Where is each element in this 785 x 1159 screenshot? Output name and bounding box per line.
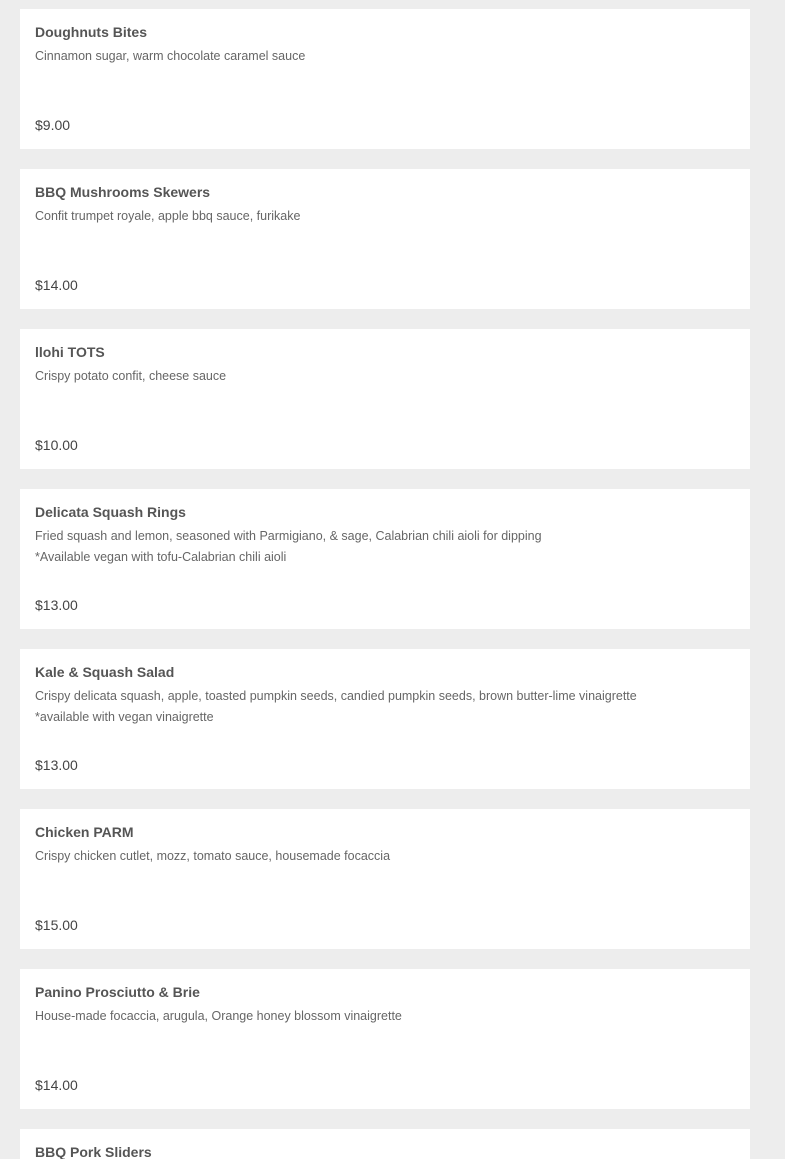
menu-item-price: $14.00 [35,1077,78,1093]
menu-item-description: Cinnamon sugar, warm chocolate caramel sauce [35,49,306,63]
menu-item-card[interactable] [20,649,750,789]
menu-item-description: Crispy potato confit, cheese sauce [35,369,227,383]
menu-item-card[interactable] [20,169,750,309]
menu-item-name: Doughnuts Bites [35,24,147,40]
menu-item-name: BBQ Mushrooms Skewers [35,184,211,200]
menu-item-card[interactable] [20,329,750,469]
menu-item-description: Fried squash and lemon, seasoned with Parmigiano, & sage, Calabrian chili aioli for dipping *Available vegan with tofu-Calabrian chili aioli [35,529,542,564]
menu-item-name: Chicken PARM [35,824,134,840]
menu-item-name: llohi TOTS [35,344,105,360]
menu-item-card[interactable] [20,9,750,149]
menu-item-price: $13.00 [35,757,78,773]
menu-item-price: $9.00 [35,117,71,133]
menu-item-price: $14.00 [35,277,78,293]
menu-item-price: $13.00 [35,597,78,613]
menu-item-description: Crispy delicata squash, apple, toasted pumpkin seeds, candied pumpkin seeds, brown butter-lime vinaigrette *available with vegan vinaigrette [35,689,637,724]
menu-item-name: BBQ Pork Sliders [35,1144,152,1159]
menu-item-card[interactable] [20,809,750,949]
menu-item-name: Panino Prosciutto & Brie [35,984,200,1000]
menu-item-name: Kale & Squash Salad [35,664,175,680]
menu-item-description: House-made focaccia, arugula, Orange honey blossom vinaigrette [35,1009,402,1023]
menu-item-price: $15.00 [35,917,78,933]
menu-item-card[interactable] [20,1129,750,1159]
menu-item-description: Crispy chicken cutlet, mozz, tomato sauce, housemade focaccia [35,849,391,863]
menu-item-price: $10.00 [35,437,78,453]
menu-item-card[interactable] [20,969,750,1109]
menu-item-name: Delicata Squash Rings [35,504,186,520]
menu-item-description: Confit trumpet royale, apple bbq sauce, furikake [35,209,301,223]
menu-item-card[interactable] [20,489,750,629]
